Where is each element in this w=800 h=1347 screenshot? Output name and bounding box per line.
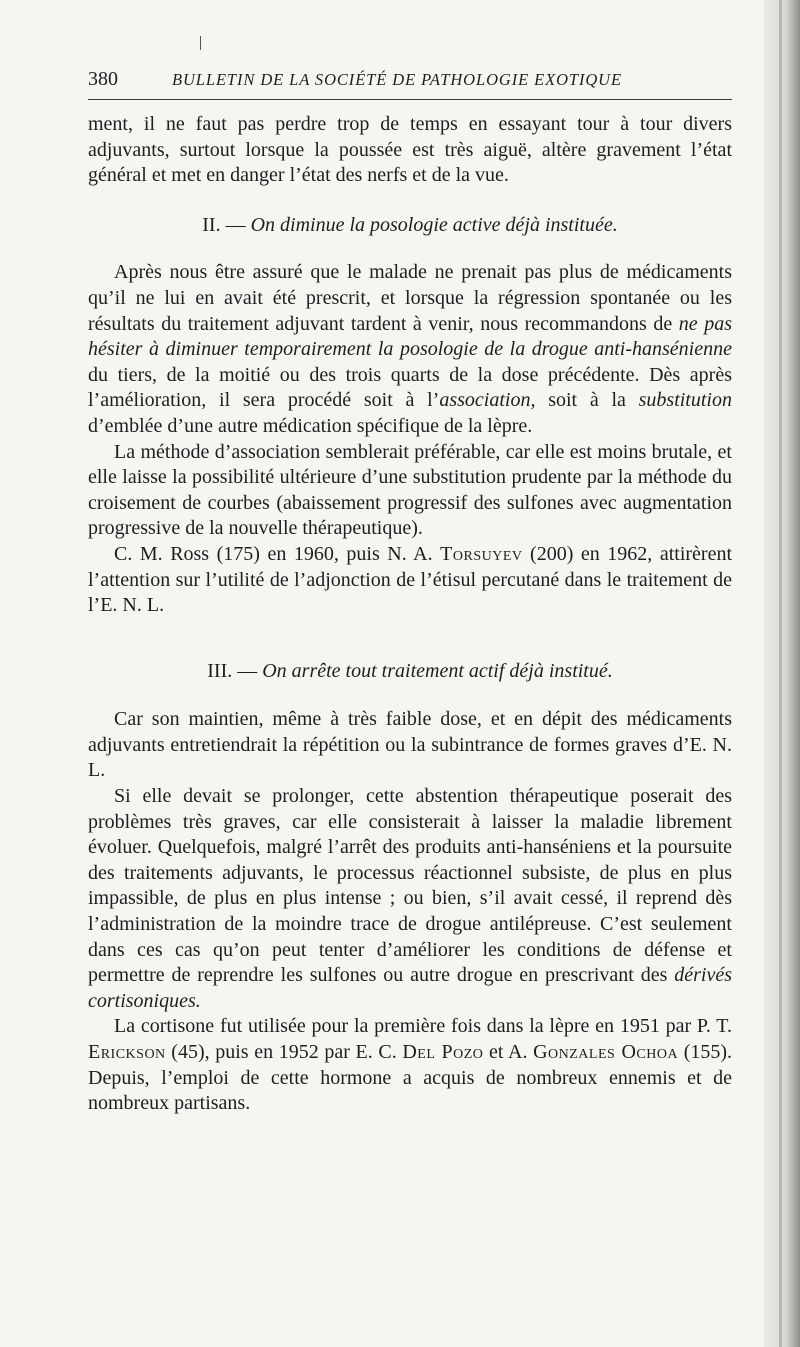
paragraph-4: C. M. Ross (175) en 1960, puis N. A. Torsuyev (200) en 1962, attirèrent l’attention sur l’utilité de l’adjonction de l’étisul percutané dans le traitement de l’E. N. L. [88,542,733,617]
paragraph-2: Après nous être assuré que le malade ne prenait pas plus de médicaments qu’il ne lui en avait été prescrit, et lorsque la régression spontanée ou les résultats du traitement adjuvant tardent à venir, nous recommandons de ne pas hésiter à diminuer temporairement la posologie de la drogue anti-hansénienne du tiers, de la moitié ou des trois quarts de la dose précédente. Dès après l’amélioration, il sera procédé soit à l’association, soit à la substitution d’emblée d’une autre médication spécifique de la lèpre. [88,261,732,437]
paragraph-7: La cortisone fut utilisée pour la première fois dans la lèpre en 1951 par P. T. Erickson (45), puis en 1952 par E. C. Del Pozo et A. Gonzales Ochoa (155). Depuis, l’emploi de cette hormone a acquis de nombreux ennemis et de nombreux partisans. [88,1015,733,1115]
page-edge-shadow [764,0,800,1347]
section-title: On arrête tout traitement actif déjà institué. [262,659,613,682]
paragraph-3: La méthode d’association semblerait préférable, car elle est moins brutale, et elle laisse la possibilité ultérieure d’une substitution prudente par la méthode du croisement de courbes (abaissement progressif des sulfones avec augmentation progressive de la nouvelle thérapeutique). [88,440,732,540]
section-number: II. — [202,213,251,236]
section-heading-2 [88,213,732,239]
page-number: 380 [88,68,118,90]
page-edge-line [779,0,782,1347]
section-title: On diminue la posologie active déjà instituée. [250,213,618,236]
author-name: Erickson [88,1041,166,1063]
margin-mark [200,36,201,50]
header-rule [88,99,732,100]
paragraph-6: Si elle devait se prolonger, cette abstention thérapeutique poserait des problèmes très graves, car elle consisterait à laisser la maladie librement évoluer. Quelquefois, malgré l’arrêt des produits anti-hanséniens et la poursuite des traitements adjuvants, le processus réactionnel subsiste, de plus en plus impassible, de plus en plus intense ; ou bien, s’il avait cessé, il reprend dès l’administration de la moindre trace de drogue antilépreuse. C’est seulement dans ces cas qu’on peut tenter d’améliorer les conditions de défense et permettre de reprendre les sulfones ou autre drogue en prescrivant des dérivés cortisoniques. [88,785,732,1012]
author-name: Del Pozo [402,1041,484,1063]
author-name: Torsuyev [440,542,523,565]
author-name: Gonzales Ochoa [533,1041,679,1063]
body-text [88,112,732,1117]
section-number: III. — [207,659,263,682]
paragraph-5: Car son maintien, même à très faible dose, et en dépit des médicaments adjuvants entretiendrait la répétition ou la subintrance de formes graves d’E. N. L. [88,708,732,782]
paragraph-1: ment, il ne faut pas perdre trop de temps en essayant tour à tour divers adjuvants, surtout lorsque la poussée est très aiguë, altère gravement l’état général et met en danger l’état des nerfs et de la vue. [88,113,732,187]
page-header [88,68,732,94]
running-title: BULLETIN DE LA SOCIÉTÉ DE PATHOLOGIE EXOTIQUE [172,70,622,89]
section-heading-3 [88,659,732,685]
